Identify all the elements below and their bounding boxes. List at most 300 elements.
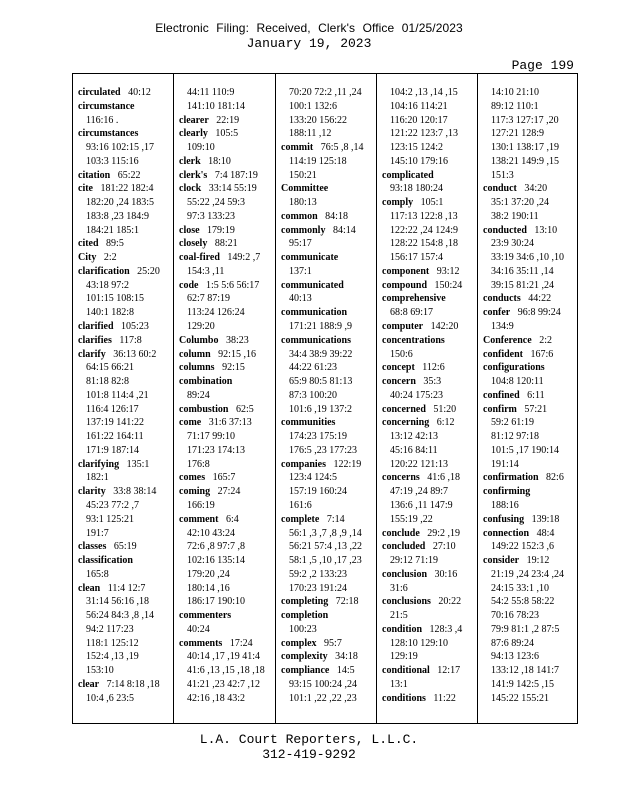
index-ref-line: [179, 444, 275, 458]
index-ref-line: [78, 650, 174, 664]
index-ref-line: [483, 595, 579, 609]
index-word: complete: [281, 513, 320, 525]
index-ref-line: [78, 527, 174, 541]
index-ref-line: [179, 430, 275, 444]
index-entry: [78, 540, 174, 554]
index-references: 87:3 100:20: [289, 389, 338, 401]
index-ref-line: [179, 389, 275, 403]
index-entry: [78, 100, 174, 114]
index-ref-line: [78, 141, 174, 155]
index-references: 174:23 175:19: [289, 431, 348, 443]
index-word: concerns: [382, 472, 420, 484]
index-references: 153:10: [86, 665, 114, 677]
index-ref-line: [281, 499, 377, 513]
index-ref-line: [281, 692, 377, 706]
index-ref-line: [483, 692, 579, 706]
index-word: clarifies: [78, 334, 112, 346]
index-ref-line: [382, 210, 478, 224]
index-word: conducted: [483, 224, 527, 236]
index-entry: [483, 471, 579, 485]
index-word: columns: [179, 362, 215, 374]
index-ref-line: [382, 389, 478, 403]
index-references: 150:6: [390, 348, 413, 360]
index-references: 116:16 .: [86, 114, 119, 126]
index-references: 70:16 78:23: [491, 610, 540, 622]
index-word: compliance: [281, 665, 330, 677]
index-references: 165:8: [86, 568, 109, 580]
index-word: clearer: [179, 114, 209, 126]
index-ref-line: [179, 692, 275, 706]
index-ref-line: [78, 471, 174, 485]
index-references: 58:1 ,5 ,10 ,17 ,23: [289, 555, 362, 567]
index-ref-line: [78, 595, 174, 609]
index-references: 72:6 ,8 97:7 ,8: [187, 541, 246, 553]
index-ref-line: [281, 375, 377, 389]
index-references: 93:18 180:24: [390, 183, 444, 195]
index-entry: [382, 265, 478, 279]
index-references: 35:3: [423, 376, 442, 388]
index-ref-line: [483, 100, 579, 114]
index-word: classes: [78, 541, 107, 553]
index-ref-line: [281, 320, 377, 334]
index-word: closely: [179, 238, 208, 250]
index-ref-line: [382, 141, 478, 155]
index-word: component: [382, 265, 430, 277]
index-ref-line: [78, 375, 174, 389]
index-references: 145:22 155:21: [491, 692, 550, 704]
index-references: 121:22 123:7 ,13: [390, 128, 459, 140]
index-references: 149:2 ,7: [227, 252, 261, 264]
index-ref-line: [382, 499, 478, 513]
index-word: coming: [179, 486, 211, 498]
index-entry: [281, 650, 377, 664]
index-references: 88:21: [214, 238, 238, 250]
index-references: 145:10 179:16: [390, 155, 449, 167]
index-word: clerk: [179, 155, 201, 167]
index-references: 14:5: [336, 665, 355, 677]
index-references: 118:1 125:12: [86, 637, 139, 649]
index-references: 100:23: [289, 623, 317, 635]
index-references: 6:11: [527, 389, 545, 401]
index-ref-line: [281, 403, 377, 417]
index-references: 186:17 190:10: [187, 596, 246, 608]
index-ref-line: [483, 416, 579, 430]
index-references: 47:19 ,24 89:7: [390, 486, 449, 498]
index-entry: [281, 609, 377, 623]
index-references: 114:19 125:18: [289, 155, 347, 167]
index-entry: [281, 251, 377, 265]
index-ref-line: [281, 582, 377, 596]
index-references: 40:14 ,17 ,19 41:4: [187, 651, 261, 663]
index-ref-line: [179, 141, 275, 155]
index-references: 152:4 ,13 ,19: [86, 651, 139, 663]
index-word: concern: [382, 376, 416, 388]
index-word: concentrations: [382, 334, 445, 346]
index-ref-line: [78, 389, 174, 403]
index-references: 135:1: [126, 458, 150, 470]
index-references: 40:13: [289, 293, 312, 305]
index-references: 180:14 ,16: [187, 582, 230, 594]
index-references: 149:22 152:3 ,6: [491, 541, 555, 553]
index-entry: [382, 196, 478, 210]
index-ref-line: [179, 540, 275, 554]
index-references: 180:13: [289, 197, 317, 209]
index-references: 101:15 108:15: [86, 293, 145, 305]
index-references: 94:13 123:6: [491, 651, 540, 663]
index-word: confer: [483, 307, 511, 319]
index-word: communications: [281, 334, 351, 346]
index-references: 89:24: [187, 389, 210, 401]
index-ref-line: [179, 306, 275, 320]
index-ref-line: [382, 224, 478, 238]
index-references: 188:16: [491, 499, 519, 511]
index-references: 123:4 124:5: [289, 472, 338, 484]
index-ref-line: [483, 114, 579, 128]
index-references: 161:6: [289, 499, 312, 511]
index-references: 181:22 182:4: [100, 183, 154, 195]
index-ref-line: [281, 430, 377, 444]
index-ref-line: [78, 499, 174, 513]
index-ref-line: [483, 582, 579, 596]
index-ref-line: [382, 458, 478, 472]
index-ref-line: [483, 279, 579, 293]
index-entry: [78, 265, 174, 279]
index-word: clearly: [179, 128, 208, 140]
index-references: 6:12: [436, 417, 455, 429]
index-references: 182:20 ,24 183:5: [86, 197, 155, 209]
index-ref-line: [382, 430, 478, 444]
index-ref-line: [179, 499, 275, 513]
index-column-1: [78, 86, 174, 705]
index-entry: [382, 334, 478, 348]
index-references: 128:3 ,4: [429, 623, 463, 635]
index-ref-line: [78, 664, 174, 678]
index-word: concept: [382, 362, 415, 374]
index-references: 182:1: [86, 472, 109, 484]
index-references: 139:18: [531, 513, 560, 525]
index-word: comes: [179, 472, 206, 484]
index-ref-line: [179, 582, 275, 596]
index-word: connection: [483, 527, 530, 539]
index-references: 70:20 72:2 ,11 ,24: [289, 87, 362, 98]
index-references: 97:3 133:23: [187, 210, 236, 222]
index-ref-line: [281, 361, 377, 375]
index-entry: [78, 582, 174, 596]
index-ref-line: [483, 320, 579, 334]
index-references: 56:21 57:4 ,13 ,22: [289, 541, 363, 553]
page-footer: [0, 732, 618, 762]
index-references: 43:18 97:2: [86, 279, 130, 291]
index-entry: [483, 182, 579, 196]
index-references: 62:5: [235, 403, 254, 415]
index-entry: [179, 279, 275, 293]
index-entry: [281, 210, 377, 224]
index-word: cite: [78, 183, 93, 195]
index-word: clarity: [78, 486, 106, 498]
index-references: 150:21: [289, 169, 317, 181]
index-references: 23:9 30:24: [491, 238, 535, 250]
index-word: combination: [179, 376, 233, 388]
index-references: 128:22 154:8 ,18: [390, 238, 459, 250]
index-ref-line: [281, 540, 377, 554]
index-ref-line: [382, 609, 478, 623]
index-references: 7:14: [326, 513, 345, 525]
index-references: 59:2 ,2 133:23: [289, 568, 348, 580]
index-word: close: [179, 224, 200, 236]
index-references: 65:9 80:5 81:13: [289, 376, 353, 388]
index-word: companies: [281, 458, 326, 470]
index-entry: [483, 224, 579, 238]
index-references: 93:12: [436, 265, 460, 277]
index-references: 7:4 187:19: [214, 169, 258, 181]
index-word: common: [281, 210, 318, 222]
index-references: 102:16 135:14: [187, 555, 246, 567]
index-word: conditions: [382, 692, 426, 704]
index-word: comprehensive: [382, 293, 446, 305]
index-references: 62:7 87:19: [187, 293, 231, 305]
index-references: 44:22: [528, 293, 552, 305]
index-ref-line: [483, 609, 579, 623]
index-entry: [179, 127, 275, 141]
index-ref-line: [483, 444, 579, 458]
index-ref-line: [382, 348, 478, 362]
index-word: Committee: [281, 183, 329, 195]
index-word: clarifying: [78, 458, 120, 470]
index-entry: [382, 403, 478, 417]
index-word: conduct: [483, 183, 517, 195]
index-references: 33:19 34:6 ,10 ,10: [491, 252, 565, 264]
index-entry: [179, 169, 275, 183]
index-references: 116:20 120:17: [390, 114, 448, 126]
index-ref-line: [281, 471, 377, 485]
index-references: 10:4 ,6 23:5: [86, 692, 135, 704]
filing-stamp: Electronic Filing: Received, Clerk's Office 01/25/2023: [155, 21, 463, 35]
index-entry: [78, 554, 174, 568]
index-ref-line: [78, 306, 174, 320]
index-ref-line: [179, 196, 275, 210]
index-entry: [179, 485, 275, 499]
index-references: 155:19 ,22: [390, 513, 433, 525]
index-references: 191:14: [491, 458, 519, 470]
index-references: 140:1 182:8: [86, 307, 135, 319]
index-references: 127:21 128:9: [491, 128, 545, 140]
index-references: 123:15 124:2: [390, 142, 444, 154]
index-entry: [179, 155, 275, 169]
index-entry: [281, 141, 377, 155]
index-ref-line: [179, 595, 275, 609]
index-references: 7:14 8:18 ,18: [106, 678, 160, 690]
index-ref-line: [179, 292, 275, 306]
index-ref-line: [483, 141, 579, 155]
index-references: 89:12 110:1: [491, 100, 539, 112]
index-entry: [483, 554, 579, 568]
index-word: concluded: [382, 541, 426, 553]
index-references: 24:15 33:1 ,10: [491, 582, 550, 594]
index-ref-line: [281, 237, 377, 251]
index-entry: [78, 348, 174, 362]
index-ref-line: [483, 568, 579, 582]
index-references: 129:19: [390, 651, 418, 663]
index-ref-line: [78, 155, 174, 169]
index-references: 128:10 129:10: [390, 637, 449, 649]
index-ref-line: [179, 210, 275, 224]
index-references: 122:22 ,24 124:9: [390, 224, 459, 236]
index-ref-line: [281, 527, 377, 541]
index-references: 105:23: [121, 321, 149, 333]
index-ref-line: [382, 637, 478, 651]
index-entry: [483, 361, 579, 375]
index-references: 31:14 56:16 ,18: [86, 596, 150, 608]
index-references: 18:10: [208, 155, 231, 167]
index-references: 55:22 ,24 59:3: [187, 197, 246, 209]
index-ref-line: [78, 568, 174, 582]
index-ref-line: [78, 210, 174, 224]
index-entry: [382, 375, 478, 389]
index-ref-line: [179, 265, 275, 279]
index-references: 27:24: [217, 486, 241, 498]
index-references: 17:24: [229, 637, 253, 649]
index-entry: [382, 169, 478, 183]
index-ref-line: [281, 265, 377, 279]
index-word: configurations: [483, 362, 545, 374]
index-ref-line: [281, 155, 377, 169]
index-references: 122:19: [333, 458, 362, 470]
index-references: 19:12: [526, 555, 550, 567]
index-ref-line: [382, 127, 478, 141]
index-references: 95:7: [324, 637, 342, 649]
index-word: classification: [78, 555, 133, 567]
index-references: 84:18: [325, 210, 348, 222]
index-entry: [281, 595, 377, 609]
index-entry: [179, 513, 275, 527]
index-references: 92:15 ,16: [218, 348, 256, 360]
index-references: 117:3 127:17 ,20: [491, 114, 559, 126]
index-ref-line: [281, 292, 377, 306]
index-ref-line: [78, 430, 174, 444]
index-entry: [78, 334, 174, 348]
index-ref-line: [483, 430, 579, 444]
index-entry: [281, 416, 377, 430]
index-word: concerned: [382, 403, 426, 415]
index-references: 11:22: [433, 692, 456, 704]
index-references: 59:2 61:19: [491, 417, 535, 429]
index-references: 82:6: [546, 472, 564, 484]
index-ref-line: [382, 114, 478, 128]
index-entry: [78, 458, 174, 472]
index-word: circulated: [78, 87, 121, 98]
index-references: 6:4: [225, 513, 239, 525]
index-ref-line: [78, 114, 174, 128]
index-references: 21:5: [390, 610, 408, 622]
index-references: 101:1 ,22 ,22 ,23: [289, 692, 357, 704]
index-references: 45:16 84:11: [390, 444, 438, 456]
index-references: 165:7: [212, 472, 236, 484]
index-ref-line: [483, 458, 579, 472]
index-references: 20:22: [438, 596, 462, 608]
index-word: combustion: [179, 403, 229, 415]
index-entry: [483, 403, 579, 417]
index-ref-line: [281, 169, 377, 183]
index-references: 65:22: [117, 169, 141, 181]
index-entry: [483, 348, 579, 362]
index-word: clean: [78, 582, 101, 594]
index-entry: [179, 224, 275, 238]
index-entry: [78, 86, 174, 100]
index-ref-line: [179, 100, 275, 114]
index-references: 87:6 89:24: [491, 637, 535, 649]
index-word: communicate: [281, 252, 339, 264]
index-references: 40:12: [128, 87, 151, 98]
index-word: Conference: [483, 334, 532, 346]
index-references: 92:15: [222, 362, 245, 374]
index-entry: [179, 348, 275, 362]
index-word: comply: [382, 197, 414, 209]
index-ref-line: [483, 237, 579, 251]
index-word: circumstances: [78, 128, 139, 140]
index-word: communicated: [281, 279, 344, 291]
index-ref-line: [382, 513, 478, 527]
index-entry: [483, 306, 579, 320]
index-word: conclude: [382, 527, 420, 539]
index-references: 120:22 121:13: [390, 458, 449, 470]
index-references: 30:16: [434, 568, 458, 580]
index-references: 179:20 ,24: [187, 568, 230, 580]
index-references: 34:20: [524, 183, 548, 195]
index-references: 104:16 114:21: [390, 100, 448, 112]
index-entry: [382, 471, 478, 485]
index-references: 51:20: [433, 403, 457, 415]
index-entry: [281, 306, 377, 320]
index-entry: [483, 527, 579, 541]
index-references: 72:18: [335, 596, 359, 608]
index-word: clock: [179, 183, 202, 195]
index-word: City: [78, 252, 97, 264]
index-entry: [179, 375, 275, 389]
index-ref-line: [78, 224, 174, 238]
index-word: clarified: [78, 321, 114, 333]
index-entry: [382, 527, 478, 541]
index-references: 2:2: [539, 334, 552, 346]
index-ref-line: [78, 623, 174, 637]
index-references: 117:8: [119, 334, 142, 346]
index-references: 40:24: [187, 623, 210, 635]
index-entry: [78, 127, 174, 141]
index-ref-line: [179, 568, 275, 582]
index-entry: [382, 623, 478, 637]
index-word: clerk's: [179, 169, 208, 181]
index-word: complicated: [382, 169, 434, 181]
index-entry: [78, 251, 174, 265]
index-word: conditional: [382, 665, 430, 677]
index-ref-line: [179, 320, 275, 334]
index-ref-line: [382, 554, 478, 568]
index-entry: [179, 416, 275, 430]
transcript-date: January 19, 2023: [246, 36, 372, 51]
index-ref-line: [382, 182, 478, 196]
index-word: cited: [78, 238, 99, 250]
index-ref-line: [382, 237, 478, 251]
index-entry: [483, 485, 579, 499]
index-references: 179:19: [207, 224, 235, 236]
index-references: 2:2: [103, 252, 117, 264]
index-entry: [281, 513, 377, 527]
index-word: complex: [281, 637, 317, 649]
index-references: 101:6 ,19 137:2: [289, 403, 353, 415]
index-column-2: [179, 86, 275, 705]
index-ref-line: [281, 86, 377, 100]
index-ref-line: [281, 114, 377, 128]
index-ref-line: [281, 100, 377, 114]
